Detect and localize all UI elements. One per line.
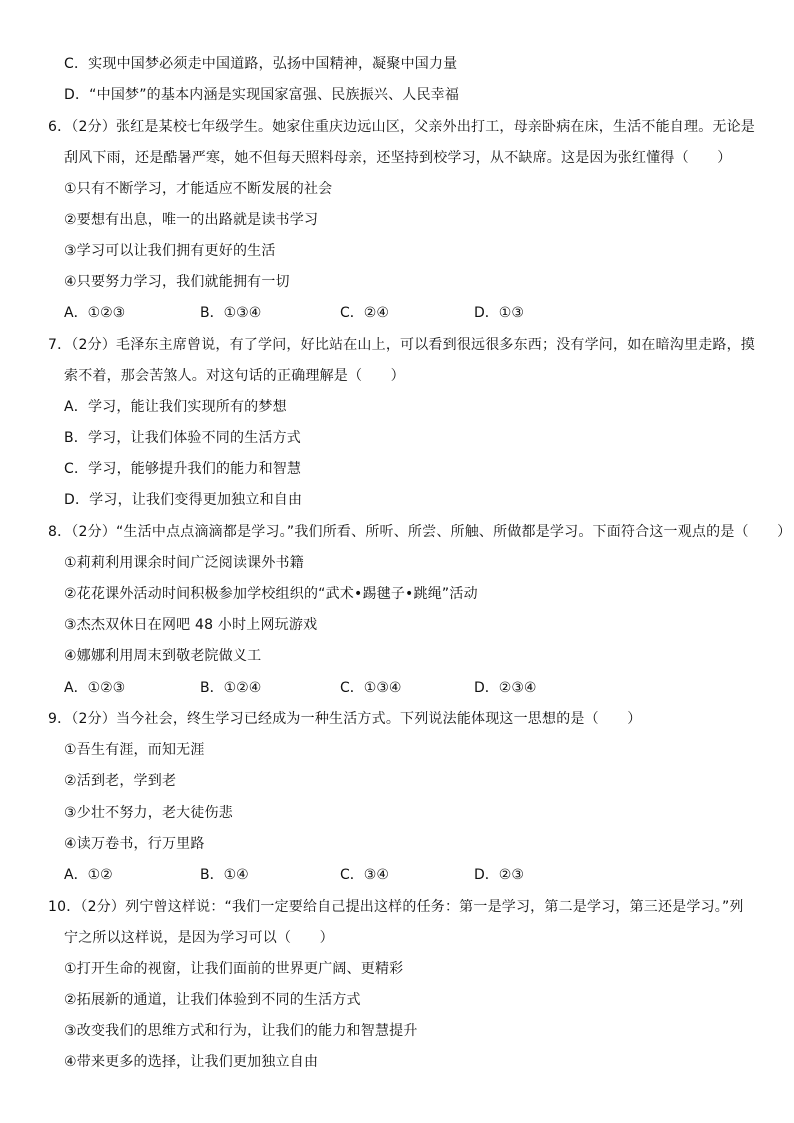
question-8-option-a: A．①②③ (64, 680, 126, 696)
question-9-option-d: D．②③ (474, 867, 524, 883)
question-7-option-d: D．学习，让我们变得更加独立和自由 (64, 492, 303, 508)
question-8-option-b: B．①②④ (200, 680, 262, 696)
question-6-option-d: D．①③ (474, 305, 524, 321)
question-6-stem-2: 刮风下雨，还是酷暑严寒，她不但每天照料母亲，还坚持到校学习，从不缺席。这是因为张红懂得（ ） (64, 150, 732, 166)
question-8-option-c: C．①③④ (340, 680, 402, 696)
question-6-option-b: B．①③④ (200, 305, 262, 321)
question-8-statement-1: ①莉莉利用课余时间广泛阅读课外书籍 (64, 555, 304, 571)
question-7-option-b: B．学习，让我们体验不同的生活方式 (64, 430, 302, 446)
question-9-option-c: C．③④ (340, 867, 389, 883)
question-8-statement-2: ②花花课外活动时间积极参加学校组织的“武术•踢毽子•跳绳”活动 (64, 586, 478, 602)
question-10-stem-2: 宁之所以这样说，是因为学习可以（ ） (64, 930, 334, 946)
question-9-statement-3: ③少壮不努力，老大徒伤悲 (64, 805, 233, 821)
question-8-statement-4: ④娜娜利用周末到敬老院做义工 (64, 648, 262, 664)
option-c-prev: C．实现中国梦必须走中国道路，弘扬中国精神，凝聚中国力量 (64, 56, 458, 72)
option-d-prev: D．“中国梦”的基本内涵是实现国家富强、民族振兴、人民幸福 (64, 87, 460, 103)
question-7-option-a: A．学习，能让我们实现所有的梦想 (64, 399, 287, 415)
question-10-statement-2: ②拓展新的通道，让我们体验到不同的生活方式 (64, 992, 361, 1008)
question-6-statement-3: ③学习可以让我们拥有更好的生活 (64, 243, 276, 259)
question-9-option-a: A．①② (64, 867, 113, 883)
question-7-stem-2: 索不着，那会苦煞人。对这句话的正确理解是（ ） (64, 368, 405, 384)
question-7-stem-1: 7．（2分）毛泽东主席曾说，有了学问，好比站在山上，可以看到很远很多东西；没有学问，如在暗沟里走路，摸 (48, 337, 756, 353)
question-8-stem: 8．（2分）“生活中点点滴滴都是学习。”我们所看、所听、所尝、所触、所做都是学习。下面符合这一观点的是（ ） (48, 524, 792, 540)
question-7-option-c: C．学习，能够提升我们的能力和智慧 (64, 461, 302, 477)
question-6-statement-1: ①只有不断学习，才能适应不断发展的社会 (64, 181, 333, 197)
question-8-statement-3: ③杰杰双休日在网吧 48 小时上网玩游戏 (64, 617, 318, 633)
question-6-option-a: A．①②③ (64, 305, 126, 321)
question-6-option-c: C．②④ (340, 305, 389, 321)
question-8-option-d: D．②③④ (474, 680, 537, 696)
question-10-statement-4: ④带来更多的选择，让我们更加独立自由 (64, 1054, 319, 1070)
question-6-stem-1: 6．（2分）张红是某校七年级学生。她家住重庆边远山区，父亲外出打工，母亲卧病在床，生活不能自理。无论是 (48, 119, 756, 135)
question-9-stem: 9．（2分）当今社会，终生学习已经成为一种生活方式。下列说法能体现这一思想的是（ ） (48, 711, 642, 727)
question-6-statement-4: ④只要努力学习，我们就能拥有一切 (64, 274, 290, 290)
question-9-statement-4: ④读万卷书，行万里路 (64, 836, 205, 852)
question-6-statement-2: ②要想有出息，唯一的出路就是读书学习 (64, 212, 319, 228)
question-9-statement-1: ①吾生有涯，而知无涯 (64, 742, 205, 758)
question-10-statement-1: ①打开生命的视窗，让我们面前的世界更广阔、更精彩 (64, 961, 404, 977)
question-9-statement-2: ②活到老，学到老 (64, 773, 177, 789)
question-9-option-b: B．①④ (200, 867, 249, 883)
question-10-statement-3: ③改变我们的思维方式和行为，让我们的能力和智慧提升 (64, 1023, 418, 1039)
question-10-stem-1: 10．（2分）列宁曾这样说：“我们一定要给自己提出这样的任务：第一是学习，第二是学习，第三还是学习。”列 (48, 899, 744, 915)
